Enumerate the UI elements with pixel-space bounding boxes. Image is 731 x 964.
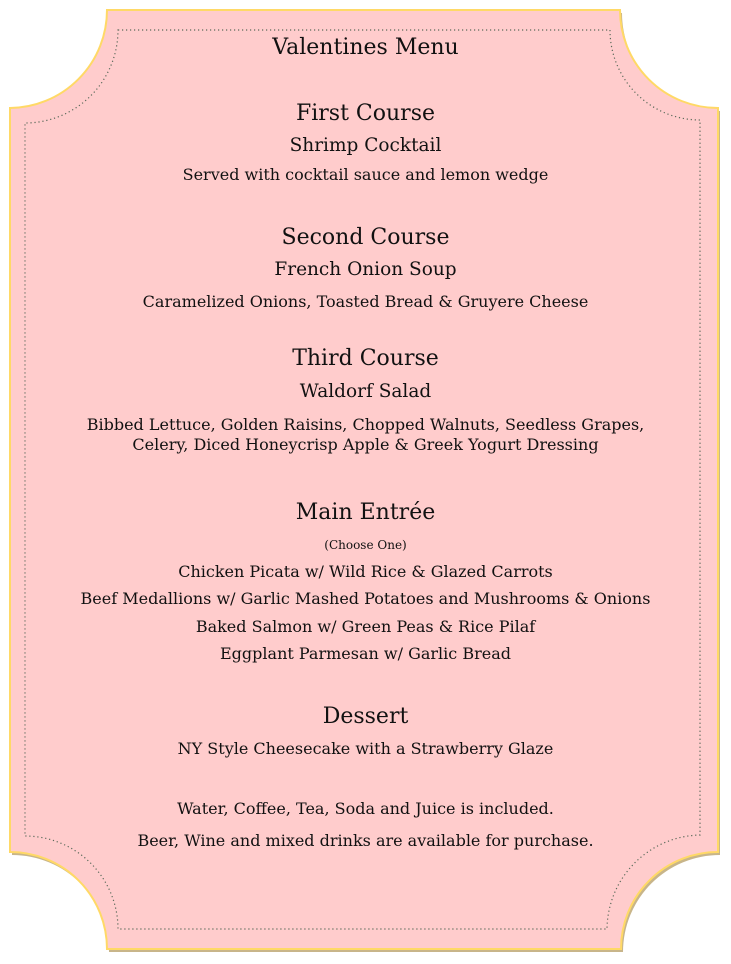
menu-title: Valentines Menu xyxy=(272,35,459,60)
entree-option: Baked Salmon w/ Green Peas & Rice Pilaf xyxy=(195,617,536,636)
first-course-description: Served with cocktail sauce and lemon wedge xyxy=(182,165,549,184)
dessert-dish: NY Style Cheesecake with a Strawberry Glaze xyxy=(177,739,554,758)
third-course-description-line: Bibbed Lettuce, Golden Raisins, Chopped Walnuts, Seedless Grapes, xyxy=(86,415,645,434)
main-entree-heading: Main Entrée xyxy=(295,500,436,525)
entree-option: Beef Medallions w/ Garlic Mashed Potatoes and Mushrooms & Onions xyxy=(80,589,651,608)
drinks-purchase: Beer, Wine and mixed drinks are available for purchase. xyxy=(137,831,594,850)
entree-option: Eggplant Parmesan w/ Garlic Bread xyxy=(220,644,511,663)
third-course-heading: Third Course xyxy=(292,346,439,371)
main-entree-note: (Choose One) xyxy=(324,538,407,552)
second-course-dish: French Onion Soup xyxy=(274,259,457,280)
third-course-dish: Waldorf Salad xyxy=(299,381,432,402)
second-course-heading: Second Course xyxy=(281,225,450,250)
first-course-dish: Shrimp Cocktail xyxy=(289,135,442,156)
entree-option: Chicken Picata w/ Wild Rice & Glazed Carrots xyxy=(178,562,553,581)
second-course-description: Caramelized Onions, Toasted Bread & Gruyere Cheese xyxy=(142,292,589,311)
third-course-description-line: Celery, Diced Honeycrisp Apple & Greek Yogurt Dressing xyxy=(132,435,599,454)
first-course-heading: First Course xyxy=(295,101,435,126)
drinks-included: Water, Coffee, Tea, Soda and Juice is included. xyxy=(177,799,554,818)
dessert-heading: Dessert xyxy=(322,704,409,729)
